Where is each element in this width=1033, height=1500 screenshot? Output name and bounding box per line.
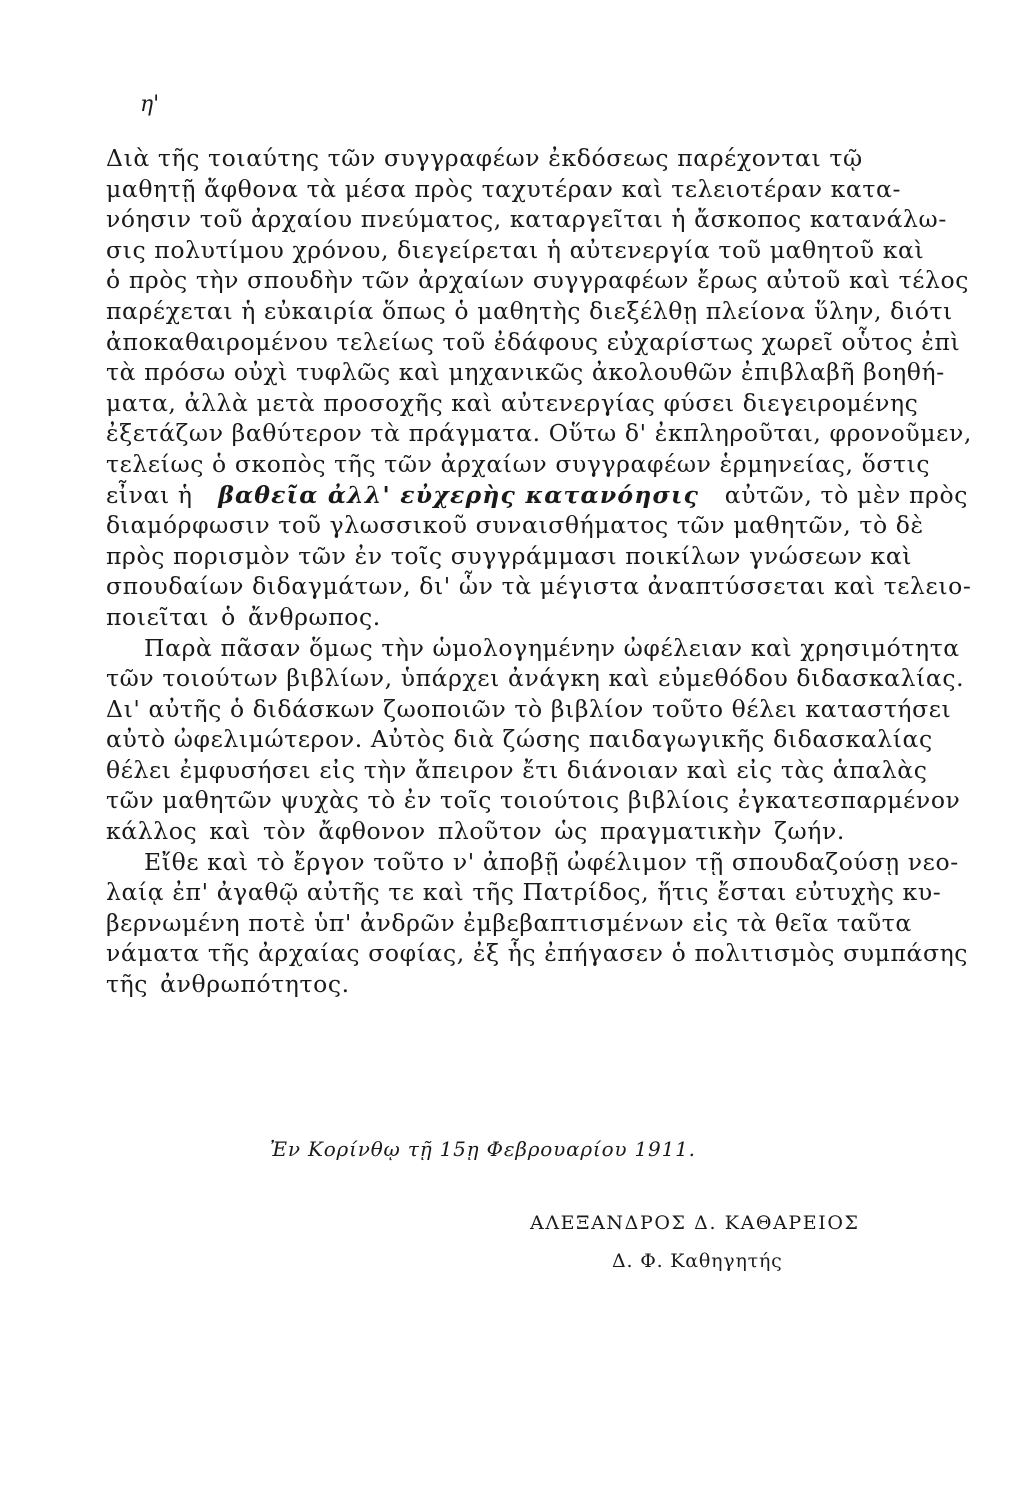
- text-line: διαμόρφωσιν τοῦ γλωσσικοῦ συναισθήματος τῶν μαθητῶν, τὸ δὲ: [106, 511, 924, 540]
- preface-text: [106, 143, 972, 1000]
- text-line: μαθητῇ ἄφθονα τὰ μέσα πρὸς ταχυτέραν καὶ τελειοτέραν κατα-: [106, 174, 902, 203]
- text-line: ματα, ἀλλὰ μετὰ προσοχῆς καὶ αὐτενεργίας φύσει διεγειρομένης: [106, 388, 919, 417]
- text-line: τῆς ἀνθρωπότητος.: [106, 970, 350, 999]
- text-line: νόησιν τοῦ ἀρχαίου πνεύματος, καταργεῖται ἡ ἄσκοπος κατανάλω-: [106, 205, 947, 234]
- text-line: κάλλος καὶ τὸν ἄφθονον πλοῦτον ὡς πραγματικὴν ζωήν.: [106, 817, 845, 846]
- text-line: παρέχεται ἡ εὐκαιρία ὅπως ὁ μαθητὴς διεξέλθῃ πλείονα ὕλην, διότι: [106, 296, 953, 325]
- text-line: ἀποκαθαιρομένου τελείως τοῦ ἐδάφους εὐχαρίστως χωρεῖ οὗτος ἐπὶ: [106, 327, 961, 356]
- text-line: λαίᾳ ἐπ' ἀγαθῷ αὐτῆς τε καὶ τῆς Πατρίδος, ἥτις ἔσται εὐτυχὴς κυ-: [106, 878, 942, 907]
- text-line: ποιεῖται ὁ ἄνθρωπος.: [106, 602, 381, 631]
- text-line: νάματα τῆς ἀρχαίας σοφίας, ἐξ ἧς ἐπήγασεν ὁ πολιτισμὸς συμπάσης: [106, 939, 969, 968]
- text-line: αὐτὸ ὠφελιμώτερον. Αὐτὸς διὰ ζώσης παιδαγωγικῆς διδασκαλίας: [106, 725, 933, 754]
- text-line: σις πολυτίμου χρόνου, διεγείρεται ἡ αὐτενεργία τοῦ μαθητοῦ καὶ: [106, 235, 925, 264]
- emphasized-phrase: βαθεῖα ἀλλ' εὐχερὴς κατανόησις: [218, 480, 700, 509]
- page-number: η': [140, 92, 160, 117]
- text-line: τὰ πρόσω οὐχὶ τυφλῶς καὶ μηχανικῶς ἀκολουθῶν ἐπιβλαβῆ βοηθή-: [106, 358, 945, 387]
- text-line: ἐξετάζων βαθύτερον τὰ πράγματα. Οὕτω δ' ἐκπληροῦται, φρονοῦμεν,: [106, 419, 972, 448]
- signature-title: Δ. Φ. Καθηγητής: [612, 1250, 783, 1272]
- text-line: ὁ πρὸς τὴν σπουδὴν τῶν ἀρχαίων συγγραφέων ἔρως αὐτοῦ καὶ τέλος: [106, 266, 969, 295]
- text-line: Παρὰ πᾶσαν ὅμως τὴν ὡμολογημένην ὠφέλειαν καὶ χρησιμότητα: [144, 633, 960, 662]
- text-line: Διὰ τῆς τοιαύτης τῶν συγγραφέων ἐκδόσεως παρέχονται τῷ: [106, 144, 863, 172]
- text-line: τῶν τοιούτων βιβλίων, ὑπάρχει ἀνάγκη καὶ εὐμεθόδου διδασκαλίας.: [106, 664, 965, 693]
- text-line: τῶν μαθητῶν ψυχὰς τὸ ἐν τοῖς τοιούτοις βιβλίοις ἐγκατεσπαρμένον: [106, 786, 961, 815]
- text-line: Δι' αὐτῆς ὁ διδάσκων ζωοποιῶν τὸ βιβλίον τοῦτο θέλει καταστήσει: [106, 694, 952, 723]
- text-line: πρὸς πορισμὸν τῶν ἐν τοῖς συγγράμμασι ποικίλων γνώσεων καὶ: [106, 541, 913, 570]
- dateline: Ἐν Κορίνθῳ τῇ 15ῃ Φεβρουαρίου 1911.: [270, 1137, 696, 1161]
- text-line-emphasis: [106, 480, 968, 511]
- text-run: αὐτῶν, τὸ μὲν πρὸς: [724, 480, 968, 509]
- text-line: τελείως ὁ σκοπὸς τῆς τῶν ἀρχαίων συγγραφέων ἑρμηνείας, ὅστις: [106, 449, 931, 478]
- text-line: βερνωμένη ποτὲ ὑπ' ἀνδρῶν ἐμβεβαπτισμένων εἰς τὰ θεῖα ταῦτα: [106, 908, 912, 937]
- text-line: Εἴθε καὶ τὸ ἔργον τοῦτο ν' ἀποβῇ ὠφέλιμον τῇ σπουδαζούσῃ νεο-: [144, 847, 959, 876]
- text-line: σπουδαίων διδαγμάτων, δι' ὧν τὰ μέγιστα ἀναπτύσσεται καὶ τελειο-: [106, 572, 972, 601]
- text-line: θέλει ἐμφυσήσει εἰς τὴν ἄπειρον ἔτι διάνοιαν καὶ εἰς τὰς ἁπαλὰς: [106, 755, 928, 784]
- signature-name: ΑΛΕΞΑΝΔΡΟΣ Δ. ΚΑΘΑΡΕΙΟΣ: [530, 1212, 860, 1234]
- text-run: εἶναι ἡ: [106, 480, 193, 509]
